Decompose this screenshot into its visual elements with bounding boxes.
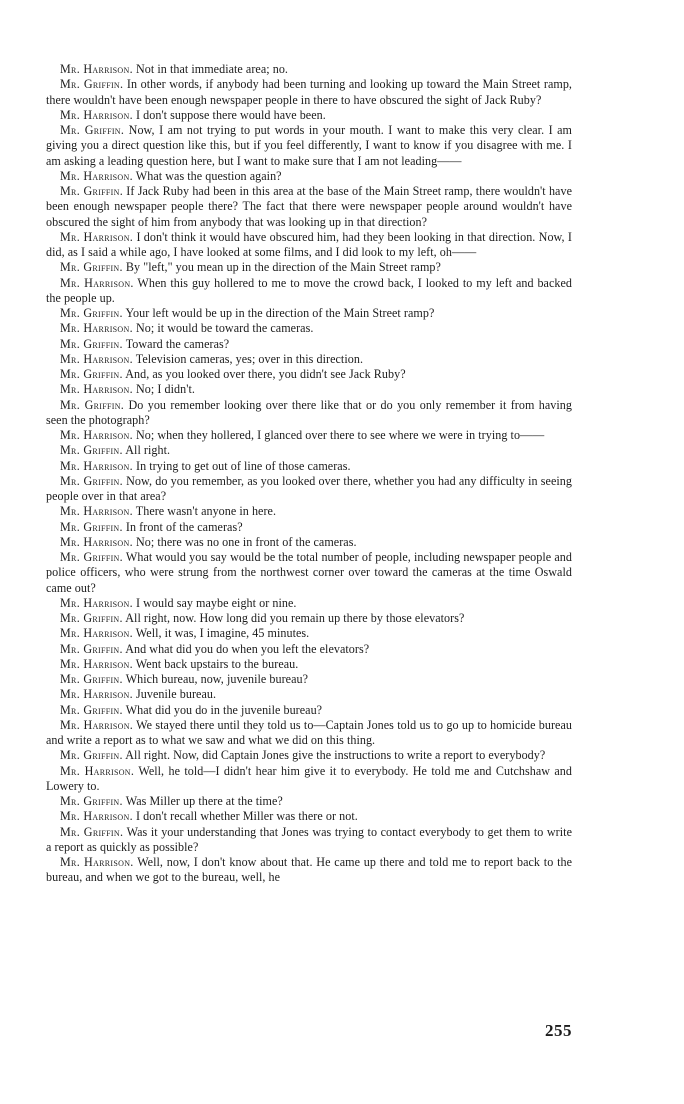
speaker-label: Mr. Harrison. <box>60 382 133 397</box>
speaker-label: Mr. Harrison. <box>60 656 133 671</box>
testimony-text: Now, do you remember, as you looked over there, whether you had any difficulty in seeing people over in that area? <box>46 473 572 503</box>
speaker-label: Mr. Harrison. <box>60 107 133 122</box>
transcript-paragraph <box>46 108 572 123</box>
testimony-text: Was it your understanding that Jones was trying to contact everybody to get them to write a report as quickly as possible? <box>46 824 572 854</box>
testimony-text: In front of the cameras? <box>125 519 243 534</box>
transcript-paragraph <box>46 459 572 474</box>
testimony-text: Which bureau, now, juvenile bureau? <box>125 672 309 686</box>
testimony-text: I don't suppose there would have been. <box>136 107 326 122</box>
speaker-label: Mr. Harrison. <box>60 275 134 290</box>
speaker-label: Mr. Harrison. <box>60 458 133 473</box>
testimony-text: What did you do in the juvenile bureau? <box>125 702 323 717</box>
transcript-paragraph <box>46 276 572 307</box>
transcript-paragraph <box>46 535 572 550</box>
speaker-label: Mr. Griffin. <box>60 336 123 351</box>
transcript-paragraph <box>46 703 572 718</box>
speaker-label: Mr. Harrison. <box>60 62 133 76</box>
speaker-label: Mr. Griffin. <box>60 397 125 412</box>
testimony-text: In trying to get out of line of those cameras. <box>136 458 351 473</box>
speaker-label: Mr. Griffin. <box>60 611 123 625</box>
testimony-text: There wasn't anyone in here. <box>135 504 277 519</box>
testimony-text: No; it would be toward the cameras. <box>136 321 314 336</box>
testimony-text: I don't recall whether Miller was there or not. <box>136 809 358 824</box>
transcript-paragraph <box>46 306 572 321</box>
transcript-paragraph <box>46 794 572 809</box>
speaker-label: Mr. Griffin. <box>60 519 123 534</box>
speaker-label: Mr. Harrison. <box>60 763 135 778</box>
transcript-paragraph <box>46 809 572 824</box>
testimony-text: I would say maybe eight or nine. <box>136 595 297 610</box>
speaker-label: Mr. Harrison. <box>60 687 133 702</box>
transcript-paragraph <box>46 77 572 108</box>
speaker-label: Mr. Griffin. <box>60 184 124 198</box>
transcript-paragraph <box>46 352 572 367</box>
testimony-text: If Jack Ruby had been in this area at the base of the Main Street ramp, there wouldn't have been enough newspaper people there? The fact that there were newspaper people around wouldn't have obscured the sight of him from anybody that was looking up in that direction? <box>46 184 572 229</box>
speaker-label: Mr. Griffin. <box>60 550 123 564</box>
transcript-paragraph <box>46 474 572 505</box>
transcript-paragraph <box>46 382 572 397</box>
transcript-paragraph <box>46 764 572 795</box>
speaker-label: Mr. Griffin. <box>60 794 123 808</box>
speaker-label: Mr. Griffin. <box>60 473 123 488</box>
testimony-text: What was the question again? <box>135 168 282 183</box>
testimony-text: And, as you looked over there, you didn't see Jack Ruby? <box>125 367 406 381</box>
transcript-paragraph <box>46 367 572 382</box>
transcript-paragraph <box>46 672 572 687</box>
transcript-paragraph <box>46 748 572 763</box>
transcript-paragraph <box>46 657 572 672</box>
testimony-text: Well, it was, I imagine, 45 minutes. <box>135 626 310 641</box>
transcript-paragraph <box>46 504 572 519</box>
transcript-paragraph <box>46 169 572 184</box>
speaker-label: Mr. Griffin. <box>60 77 124 92</box>
speaker-label: Mr. Harrison. <box>60 428 133 442</box>
testimony-text: All right. Now, did Captain Jones give the instructions to write a report to everybody? <box>125 748 546 763</box>
testimony-text: We stayed there until they told us to—Captain Jones told us to go up to homicide bureau and write a report as to what we saw and what we did on this thing. <box>46 717 572 747</box>
transcript-paragraph <box>46 855 572 886</box>
speaker-label: Mr. Harrison. <box>60 595 133 610</box>
transcript-paragraph <box>46 321 572 336</box>
transcript-paragraph <box>46 596 572 611</box>
testimony-text: No; when they hollered, I glanced over there to see where we were in trying to—— <box>136 428 545 442</box>
transcript-paragraph <box>46 443 572 458</box>
testimony-text: Toward the cameras? <box>125 336 230 351</box>
transcript-paragraph <box>46 260 572 275</box>
speaker-label: Mr. Griffin. <box>60 260 123 275</box>
testimony-text: Was Miller up there at the time? <box>125 794 283 808</box>
speaker-label: Mr. Griffin. <box>60 123 125 137</box>
testimony-text: Now, I am not trying to put words in your mouth. I want to make this very clear. I am giving you a direct question like this, but if you feel differently, I want to know if you disagree with me. I am asking a leading question here, but I want to make sure that I am not leading—— <box>46 123 573 168</box>
transcript-paragraph <box>46 230 572 261</box>
testimony-text: What would you say would be the total number of people, including newspaper people and police officers, who were strung from the northwest corner over toward the cameras at the time Oswald came out? <box>46 550 572 595</box>
transcript-paragraph <box>46 520 572 535</box>
testimony-text: Television cameras, yes; over in this direction. <box>135 351 364 366</box>
speaker-label: Mr. Harrison. <box>60 809 133 824</box>
testimony-text: In other words, if anybody had been turning and looking up toward the Main Street ramp, there wouldn't have been enough newspaper people in there to have obscured the sight of Jack Ruby? <box>46 77 572 107</box>
page-number: 255 <box>545 1021 572 1040</box>
speaker-label: Mr. Griffin. <box>60 306 123 320</box>
testimony-text: All right, now. How long did you remain up there by those elevators? <box>125 611 465 625</box>
speaker-label: Mr. Harrison. <box>60 626 133 641</box>
testimony-text: Went back upstairs to the bureau. <box>135 656 299 671</box>
speaker-label: Mr. Harrison. <box>60 534 133 549</box>
transcript-paragraph <box>46 62 572 77</box>
transcript-paragraph <box>46 428 572 443</box>
testimony-text: Well, now, I don't know about that. He came up there and told me to report back to the bureau, and when we got to the bureau, well, he <box>46 855 572 885</box>
testimony-text: And what did you do when you left the elevators? <box>125 641 370 656</box>
speaker-label: Mr. Harrison. <box>60 168 133 183</box>
testimony-text: When this guy hollered to me to move the crowd back, I looked to my left and backed the people up. <box>46 275 572 305</box>
speaker-label: Mr. Griffin. <box>60 748 123 763</box>
testimony-text: Well, he told—I didn't hear him give it to everybody. He told me and Cutchshaw and Lowery to. <box>46 763 573 793</box>
testimony-text: Your left would be up in the direction of the Main Street ramp? <box>125 306 435 320</box>
speaker-label: Mr. Griffin. <box>60 641 123 656</box>
testimony-text: Do you remember looking over there like that or do you only remember it from having seen the photograph? <box>46 397 572 427</box>
transcript-paragraph <box>46 825 572 856</box>
speaker-label: Mr. Harrison. <box>60 321 133 336</box>
transcript-paragraph <box>46 123 572 169</box>
transcript-paragraph <box>46 550 572 596</box>
transcript-paragraph <box>46 626 572 641</box>
speaker-label: Mr. Griffin. <box>60 672 123 686</box>
speaker-label: Mr. Harrison. <box>60 855 134 869</box>
transcript-paragraph <box>46 718 572 749</box>
transcript-body <box>46 62 572 886</box>
transcript-paragraph <box>46 642 572 657</box>
transcript-paragraph <box>46 398 572 429</box>
testimony-text: By "left," you mean up in the direction of the Main Street ramp? <box>125 260 441 275</box>
speaker-label: Mr. Griffin. <box>60 702 123 717</box>
speaker-label: Mr. Harrison. <box>60 351 133 366</box>
testimony-text: No; I didn't. <box>136 382 195 397</box>
testimony-text: Juvenile bureau. <box>136 687 217 702</box>
testimony-text: Not in that immediate area; no. <box>136 62 289 76</box>
testimony-text: I don't think it would have obscured him, had they been looking in that direction. Now, I did, as I said a while ago, I have looked at some films, and I did look to my left, oh—— <box>46 229 572 259</box>
testimony-text: No; there was no one in front of the cameras. <box>136 534 357 549</box>
speaker-label: Mr. Griffin. <box>60 824 124 839</box>
speaker-label: Mr. Griffin. <box>60 367 123 381</box>
speaker-label: Mr. Griffin. <box>60 443 123 458</box>
transcript-paragraph <box>46 337 572 352</box>
speaker-label: Mr. Harrison. <box>60 717 134 732</box>
speaker-label: Mr. Harrison. <box>60 229 134 244</box>
transcript-paragraph <box>46 611 572 626</box>
testimony-text: All right. <box>125 443 171 458</box>
speaker-label: Mr. Harrison. <box>60 504 133 519</box>
transcript-paragraph <box>46 184 572 230</box>
transcript-paragraph <box>46 687 572 702</box>
